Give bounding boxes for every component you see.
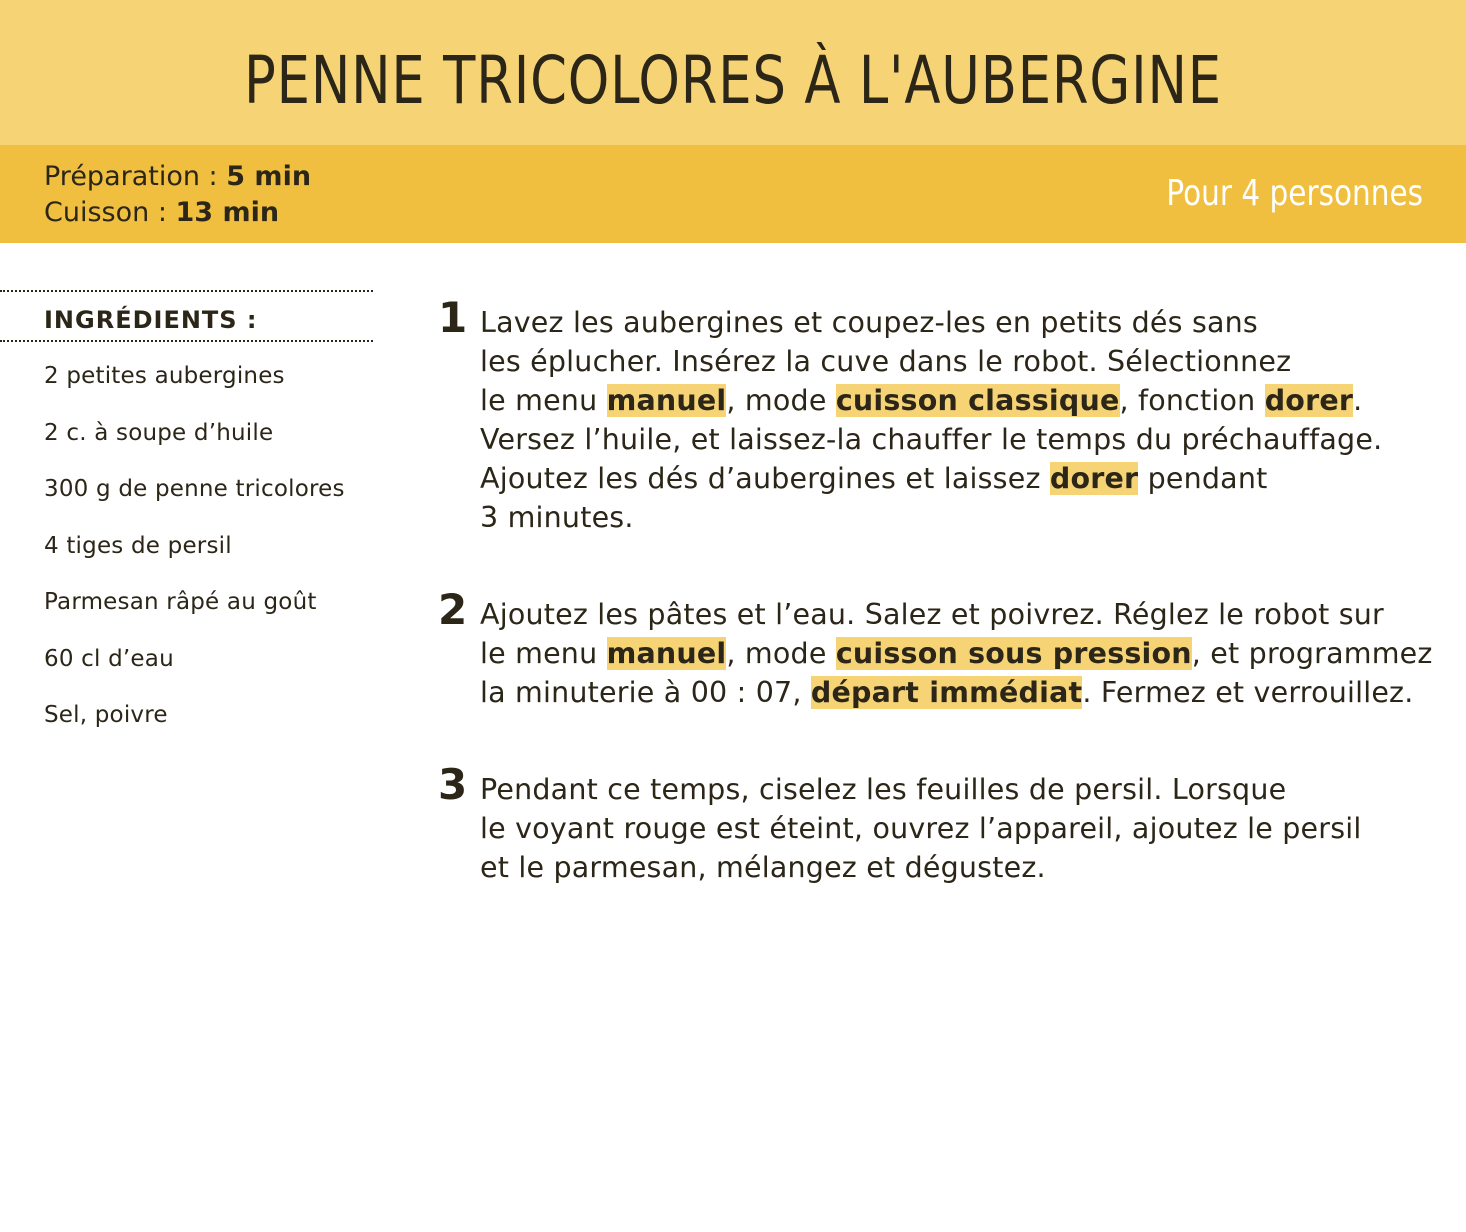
text: pendant	[1138, 462, 1268, 495]
ingredient-item: Parmesan râpé au goût	[44, 589, 317, 615]
ingredient-item: 2 petites aubergines	[44, 363, 285, 389]
text: le menu	[480, 384, 607, 417]
step-line	[480, 459, 1440, 498]
preparation-label: Préparation :	[44, 161, 227, 192]
step-text	[480, 770, 1440, 887]
text: le menu	[480, 637, 607, 670]
cooking-time	[44, 195, 279, 231]
text: . Fermez et verrouillez.	[1082, 676, 1414, 709]
recipe-title: PENNE TRICOLORES À L'AUBERGINE	[244, 42, 1222, 119]
text: la minuterie à 00 : 07,	[480, 676, 811, 709]
ingredient-item: Sel, poivre	[44, 702, 168, 728]
step-text	[480, 303, 1440, 537]
preparation-time	[44, 159, 311, 195]
ingredient-item: 60 cl d’eau	[44, 645, 174, 672]
ingredients-divider-top	[0, 290, 373, 292]
preparation-value: 5 min	[226, 161, 312, 192]
step-line	[480, 381, 1440, 420]
highlight-term: départ immédiat	[810, 676, 1083, 709]
text: Ajoutez les dés d’aubergines et laissez	[480, 462, 1050, 495]
title-banner	[0, 0, 1466, 145]
cooking-label: Cuisson :	[44, 197, 176, 228]
highlight-term: dorer	[1049, 462, 1139, 495]
step-line	[480, 634, 1440, 673]
highlight-term: cuisson classique	[835, 384, 1120, 417]
step-line	[480, 342, 1440, 381]
text: Ajoutez les pâtes et l’eau. Salez et poivrez. Réglez le robot sur	[480, 598, 1384, 631]
cooking-value: 13 min	[175, 197, 280, 228]
servings: Pour 4 personnes	[1166, 173, 1423, 214]
step-text	[480, 595, 1440, 712]
highlight-term: dorer	[1264, 384, 1354, 417]
text: et le parmesan, mélangez et dégustez.	[480, 851, 1046, 884]
info-banner	[0, 145, 1466, 243]
ingredient-item: 2 c. à soupe d’huile	[44, 419, 274, 446]
text: Lavez les aubergines et coupez-les en petits dés sans	[480, 306, 1258, 339]
ingredients-divider-bottom	[0, 340, 373, 342]
ingredient-item: 300 g de penne tricolores	[44, 476, 345, 502]
text: .	[1353, 384, 1363, 417]
highlight-term: manuel	[606, 384, 727, 417]
highlight-term: manuel	[606, 637, 727, 670]
ingredient-item: 4 tiges de persil	[44, 532, 232, 559]
text: , mode	[726, 637, 836, 670]
text: , mode	[726, 384, 836, 417]
text: , fonction	[1119, 384, 1265, 417]
ingredients-heading: INGRÉDIENTS :	[44, 306, 258, 334]
step-line	[480, 595, 1440, 634]
step-line	[480, 673, 1440, 712]
step-line	[480, 303, 1440, 342]
step-number: 2	[438, 585, 468, 634]
text: Versez l’huile, et laissez-la chauffer le temps du préchauffage.	[480, 423, 1383, 456]
step-line	[480, 770, 1440, 809]
text: Pendant ce temps, ciselez les feuilles de persil. Lorsque	[480, 773, 1287, 806]
step-number: 1	[438, 293, 468, 342]
text: les éplucher. Insérez la cuve dans le robot. Sélectionnez	[480, 345, 1292, 378]
step-line	[480, 420, 1440, 459]
text: le voyant rouge est éteint, ouvrez l’appareil, ajoutez le persil	[480, 812, 1362, 845]
ingredients-list	[44, 361, 345, 757]
text: , et programmez	[1191, 637, 1433, 670]
step-line	[480, 848, 1440, 887]
highlight-term: cuisson sous pression	[835, 637, 1192, 670]
step-line	[480, 498, 1440, 537]
step-number: 3	[438, 760, 468, 809]
text: 3 minutes.	[480, 501, 634, 534]
step-line	[480, 809, 1440, 848]
